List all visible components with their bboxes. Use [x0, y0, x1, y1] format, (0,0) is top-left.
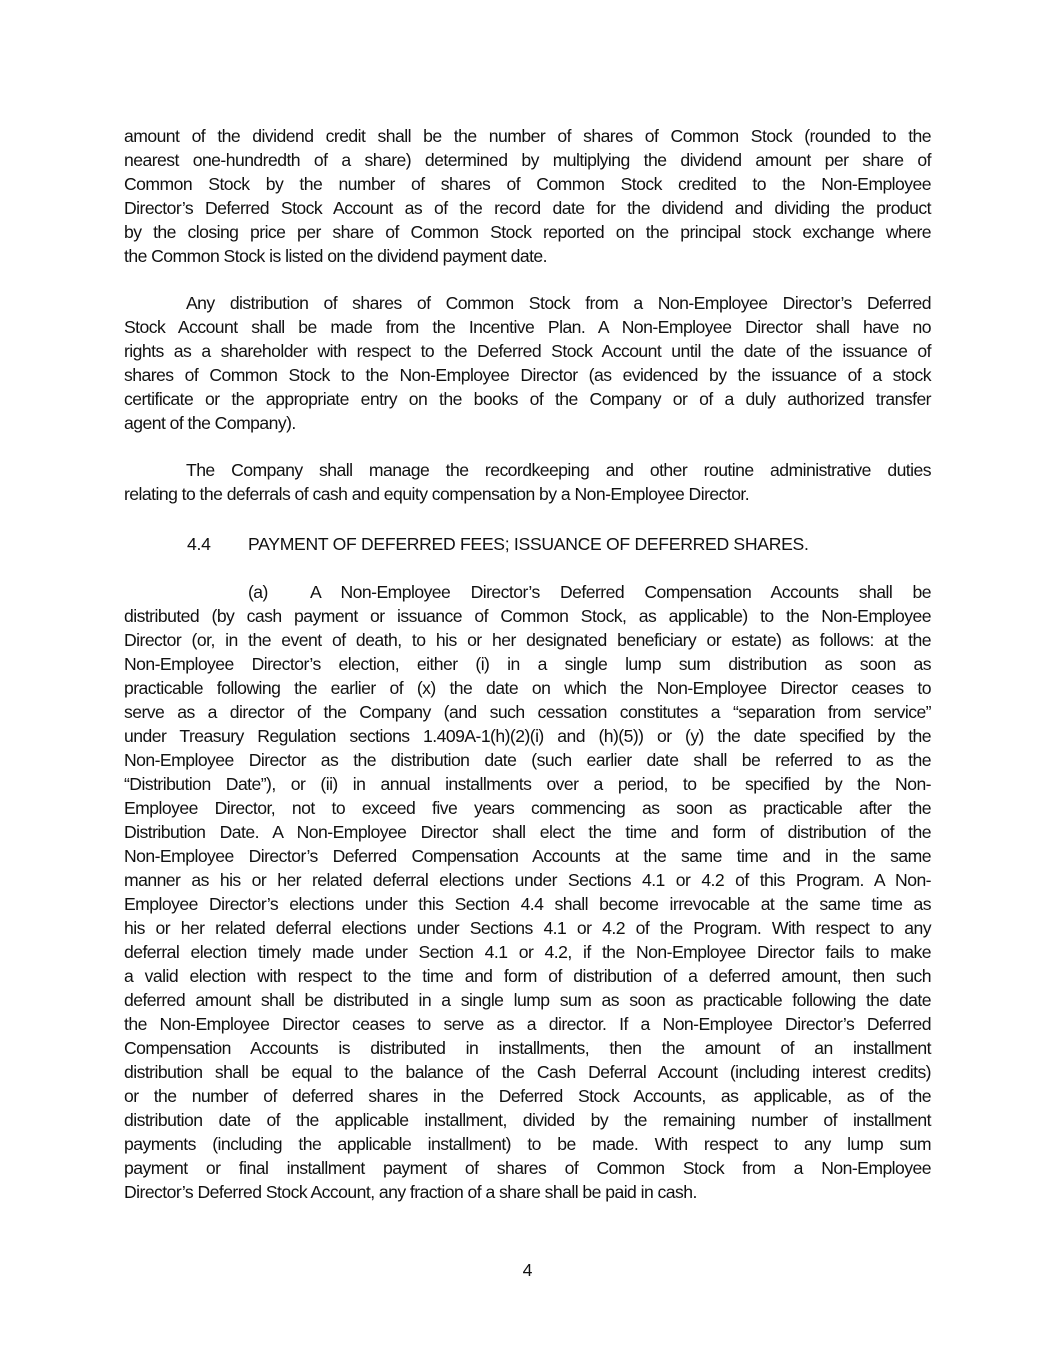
- section-heading: [187, 532, 809, 556]
- text-line: Stock Account shall be made from the Incentive Plan. A Non-Employee Director shall have no: [124, 317, 931, 337]
- text-line: agent of the Company).: [124, 413, 296, 433]
- section-title: PAYMENT OF DEFERRED FEES; ISSUANCE OF DEFERRED SHARES.: [248, 534, 809, 554]
- text-line: Non-Employee Director’s election, either (i) in a single lump sum distribution as soon as: [124, 654, 931, 674]
- text-line: serve as a director of the Company (and such cessation constitutes a “separation from service”: [124, 702, 931, 722]
- page-number: 4: [522, 1260, 533, 1280]
- text-line: the Common Stock is listed on the dividend payment date.: [124, 246, 547, 266]
- text-line: deferral election timely made under Section 4.1 or 4.2, if the Non-Employee Director fails to make: [124, 942, 931, 962]
- text-line: his or her related deferral elections under Sections 4.1 or 4.2 of the Program. With respect to any: [124, 918, 931, 938]
- text-line: distribution date of the applicable installment, divided by the remaining number of installment: [124, 1110, 931, 1130]
- text-line: rights as a shareholder with respect to the Deferred Stock Account until the date of the issuance of: [124, 341, 931, 361]
- section-number: 4.4: [187, 534, 211, 554]
- text-line: payment or final installment payment of shares of Common Stock from a Non-Employee: [124, 1158, 931, 1178]
- text-line: manner as his or her related deferral elections under Sections 4.1 or 4.2 of this Program. A Non-: [124, 870, 931, 890]
- subsection-a: [124, 580, 931, 1204]
- paragraph-dividend-credit: [124, 124, 931, 268]
- text-line: shares of Common Stock to the Non-Employee Director (as evidenced by the issuance of a stock: [124, 365, 931, 385]
- text-line: practicable following the earlier of (x) the date on which the Non-Employee Director ceases to: [124, 678, 931, 698]
- text-line: the Non-Employee Director ceases to serve as a director. If a Non-Employee Director’s Deferred: [124, 1014, 931, 1034]
- text-line: relating to the deferrals of cash and equity compensation by a Non-Employee Director.: [124, 484, 750, 504]
- text-line: Director’s Deferred Stock Account, any fraction of a share shall be paid in cash.: [124, 1182, 697, 1202]
- text-line: distribution shall be equal to the balance of the Cash Deferral Account (including interest credits): [124, 1062, 931, 1082]
- text-line: distributed (by cash payment or issuance of Common Stock, as applicable) to the Non-Employee: [124, 606, 931, 626]
- subsection-first-line: [124, 580, 931, 604]
- text-line: Common Stock by the number of shares of Common Stock credited to the Non-Employee: [124, 174, 931, 194]
- text-line: Non-Employee Director as the distribution date (such earlier date shall be referred to as the: [124, 750, 931, 770]
- text-line: Director (or, in the event of death, to his or her designated beneficiary or estate) as follows: at the: [124, 630, 931, 650]
- text-line: a valid election with respect to the time and form of distribution of a deferred amount, then such: [124, 966, 931, 986]
- text-line: A Non-Employee Director’s Deferred Compensation Accounts shall be: [310, 582, 931, 602]
- paragraph-recordkeeping: [124, 458, 931, 506]
- text-line: deferred amount shall be distributed in a single lump sum as soon as practicable following the date: [124, 990, 931, 1010]
- text-line: Director’s Deferred Stock Account as of the record date for the dividend and dividing the product: [124, 198, 931, 218]
- text-line: payments (including the applicable installment) to be made. With respect to any lump sum: [124, 1134, 931, 1154]
- text-line: “Distribution Date”), or (ii) in annual installments over a period, to be specified by the Non-: [124, 774, 931, 794]
- text-line: The Company shall manage the recordkeeping and other routine administrative duties: [186, 460, 931, 480]
- text-line: Distribution Date. A Non-Employee Director shall elect the time and form of distribution of the: [124, 822, 931, 842]
- text-line: under Treasury Regulation sections 1.409A-1(h)(2)(i) and (h)(5)) or (y) the date specified by the: [124, 726, 931, 746]
- text-line: amount of the dividend credit shall be the number of shares of Common Stock (rounded to the: [124, 126, 931, 146]
- text-line: nearest one-hundredth of a share) determined by multiplying the dividend amount per share of: [124, 150, 931, 170]
- text-line: Compensation Accounts is distributed in installments, then the amount of an installment: [124, 1038, 931, 1058]
- text-line: Employee Director, not to exceed five years commencing as soon as practicable after the: [124, 798, 931, 818]
- text-line: or the number of deferred shares in the Deferred Stock Accounts, as applicable, as of the: [124, 1086, 931, 1106]
- text-line: Non-Employee Director’s Deferred Compensation Accounts at the same time and in the same: [124, 846, 931, 866]
- text-line: by the closing price per share of Common Stock reported on the principal stock exchange where: [124, 222, 931, 242]
- paragraph-distribution-of-shares: [124, 291, 931, 435]
- text-line: Any distribution of shares of Common Stock from a Non-Employee Director’s Deferred: [186, 293, 931, 313]
- text-line: Employee Director’s elections under this Section 4.4 shall become irrevocable at the same time as: [124, 894, 931, 914]
- text-line: certificate or the appropriate entry on the books of the Company or of a duly authorized transfer: [124, 389, 931, 409]
- subsection-label: (a): [248, 582, 268, 602]
